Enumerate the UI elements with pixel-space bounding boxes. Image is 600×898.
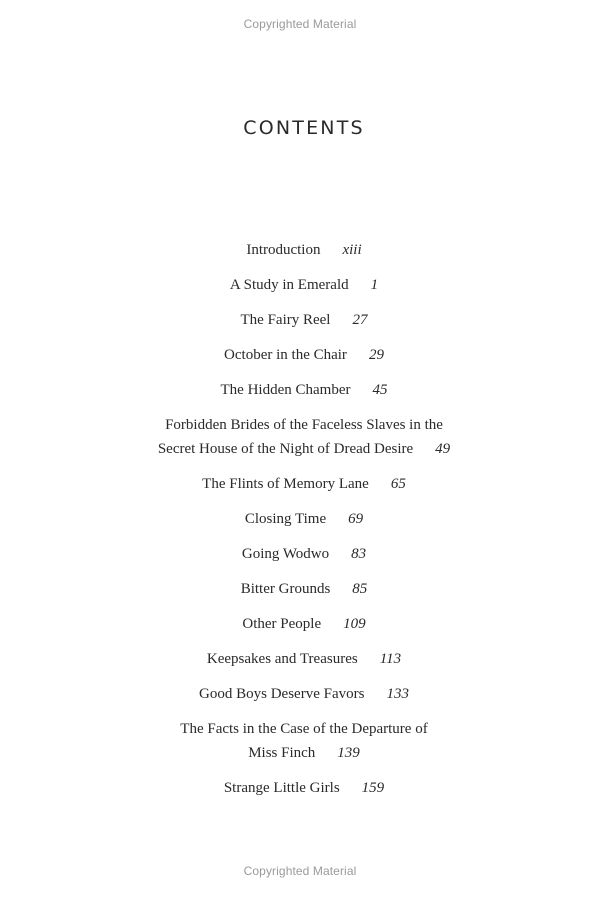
page-title: CONTENTS [243, 117, 365, 139]
toc-entry-page-number: 113 [379, 651, 402, 667]
toc-entry-title: The Flints of Memory Lane [202, 476, 369, 492]
toc-entry-title: Closing Time [244, 511, 327, 527]
toc-entry-page-number: 27 [352, 312, 368, 328]
toc-entry [0, 682, 600, 706]
toc-entry-page-number: 45 [372, 382, 388, 398]
toc-entry-page-number: 83 [351, 546, 367, 562]
toc-entry-page-number: xiii [342, 242, 362, 258]
toc-entry-page-number: 159 [361, 780, 385, 796]
toc-entry-page-number: 109 [343, 616, 366, 632]
toc-entry [0, 343, 600, 367]
toc-entry-page-number: 29 [368, 347, 384, 363]
toc-entry [0, 717, 600, 765]
toc-entry [0, 507, 600, 531]
toc-entry-title: Bitter Grounds [240, 581, 331, 597]
toc-entry [0, 776, 600, 800]
toc-entry-title: The Hidden Chamber [220, 382, 351, 398]
toc-entry-title: Strange Little Girls [223, 780, 340, 796]
toc-entry-page-number: 1 [370, 277, 379, 293]
toc-entry-title: October in the Chair [224, 347, 347, 363]
toc-entry-title: A Study in Emerald [229, 277, 349, 293]
toc-entry-page-number: 49 [435, 441, 451, 457]
toc-entry [0, 238, 600, 262]
toc-entry-title: The Fairy Reel [240, 312, 331, 328]
toc-entry-title: Other People [242, 616, 322, 632]
toc-entry [0, 378, 600, 402]
toc-entry-page-number: 69 [348, 511, 364, 527]
toc-entry-title: Going Wodwo [241, 546, 330, 562]
toc-entry [0, 612, 600, 636]
toc-entry [0, 413, 600, 461]
toc-entry-page-number: 139 [337, 745, 360, 761]
toc-entry-page-number: 133 [386, 686, 409, 702]
toc-entry-title: Good Boys Deserve Favors [199, 686, 365, 702]
toc-entry-page-number: 85 [352, 581, 368, 597]
copyright-watermark-bottom: Copyrighted Material [243, 864, 357, 878]
table-of-contents [0, 238, 600, 811]
toc-entry-title: Miss Finch [248, 745, 316, 761]
toc-entry-page-number: 65 [390, 476, 406, 492]
toc-entry-title: Keepsakes and Treasures [206, 651, 358, 667]
toc-entry-title: The Facts in the Case of the Departure of [180, 721, 428, 737]
toc-entry [0, 273, 600, 297]
toc-entry [0, 472, 600, 496]
toc-entry-title: Introduction [246, 242, 321, 258]
toc-entry-title: Secret House of the Night of Dread Desire [157, 441, 414, 457]
copyright-watermark-top: Copyrighted Material [243, 17, 357, 31]
toc-entry [0, 647, 600, 671]
toc-entry-title: Forbidden Brides of the Faceless Slaves in the [165, 417, 443, 433]
toc-entry [0, 577, 600, 601]
toc-entry [0, 308, 600, 332]
toc-entry [0, 542, 600, 566]
